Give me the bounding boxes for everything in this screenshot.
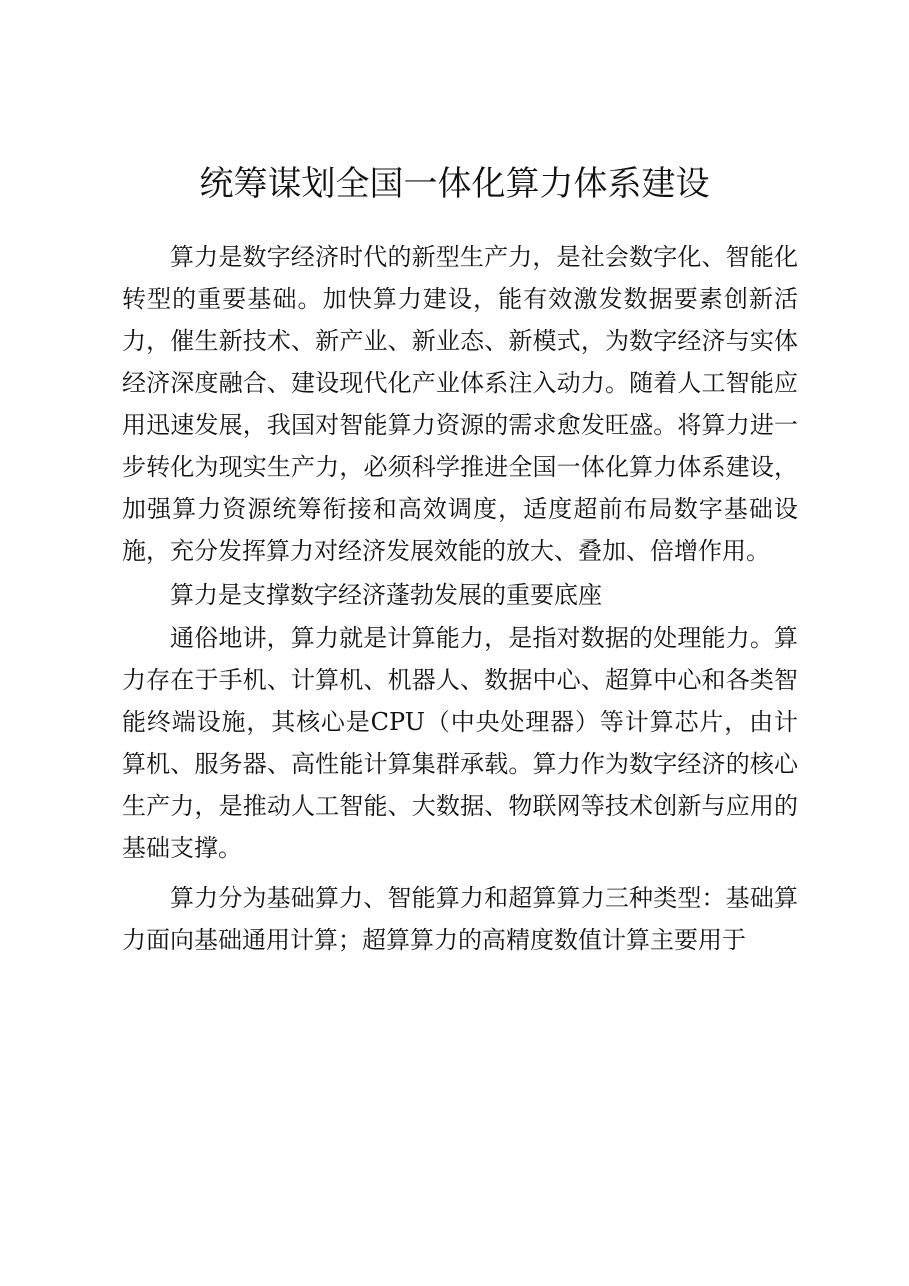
paragraph-definition: 通俗地讲，算力就是计算能力，是指对数据的处理能力。算力存在于手机、计算机、机器人、数据中心、超算中心和各类智能终端设施，其核心是CPU（中央处理器）等计算芯片，由计算机、服务器、高性能计算集群承载。算力作为数字经济的核心生产力，是推动人工智能、大数据、物联网等技术创新与应用的基础支撑。 — [122, 624, 798, 862]
section-heading: 算力是支撑数字经济蓬勃发展的重要底座 — [170, 581, 602, 609]
document-body — [122, 236, 798, 961]
paragraph-types: 算力分为基础算力、智能算力和超算算力三种类型：基础算力面向基础通用计算；超算算力的高精度数值计算主要用于 — [122, 884, 798, 954]
document-title: 统筹谋划全国一体化算力体系建设 — [199, 164, 710, 204]
paragraph-intro: 算力是数字经济时代的新型生产力，是社会数字化、智能化转型的重要基础。加快算力建设，能有效激发数据要素创新活力，催生新技术、新产业、新业态、新模式，为数字经济与实体经济深度融合、建设现代化产业体系注入动力。随着人工智能应用迅速发展，我国对智能算力资源的需求愈发旺盛。将算力进一步转化为现实生产力，必须科学推进全国一体化算力体系建设，加强算力资源统筹衔接和高效调度，适度超前布局数字基础设施，充分发挥算力对经济发展效能的放大、叠加、倍增作用。 — [122, 243, 798, 565]
